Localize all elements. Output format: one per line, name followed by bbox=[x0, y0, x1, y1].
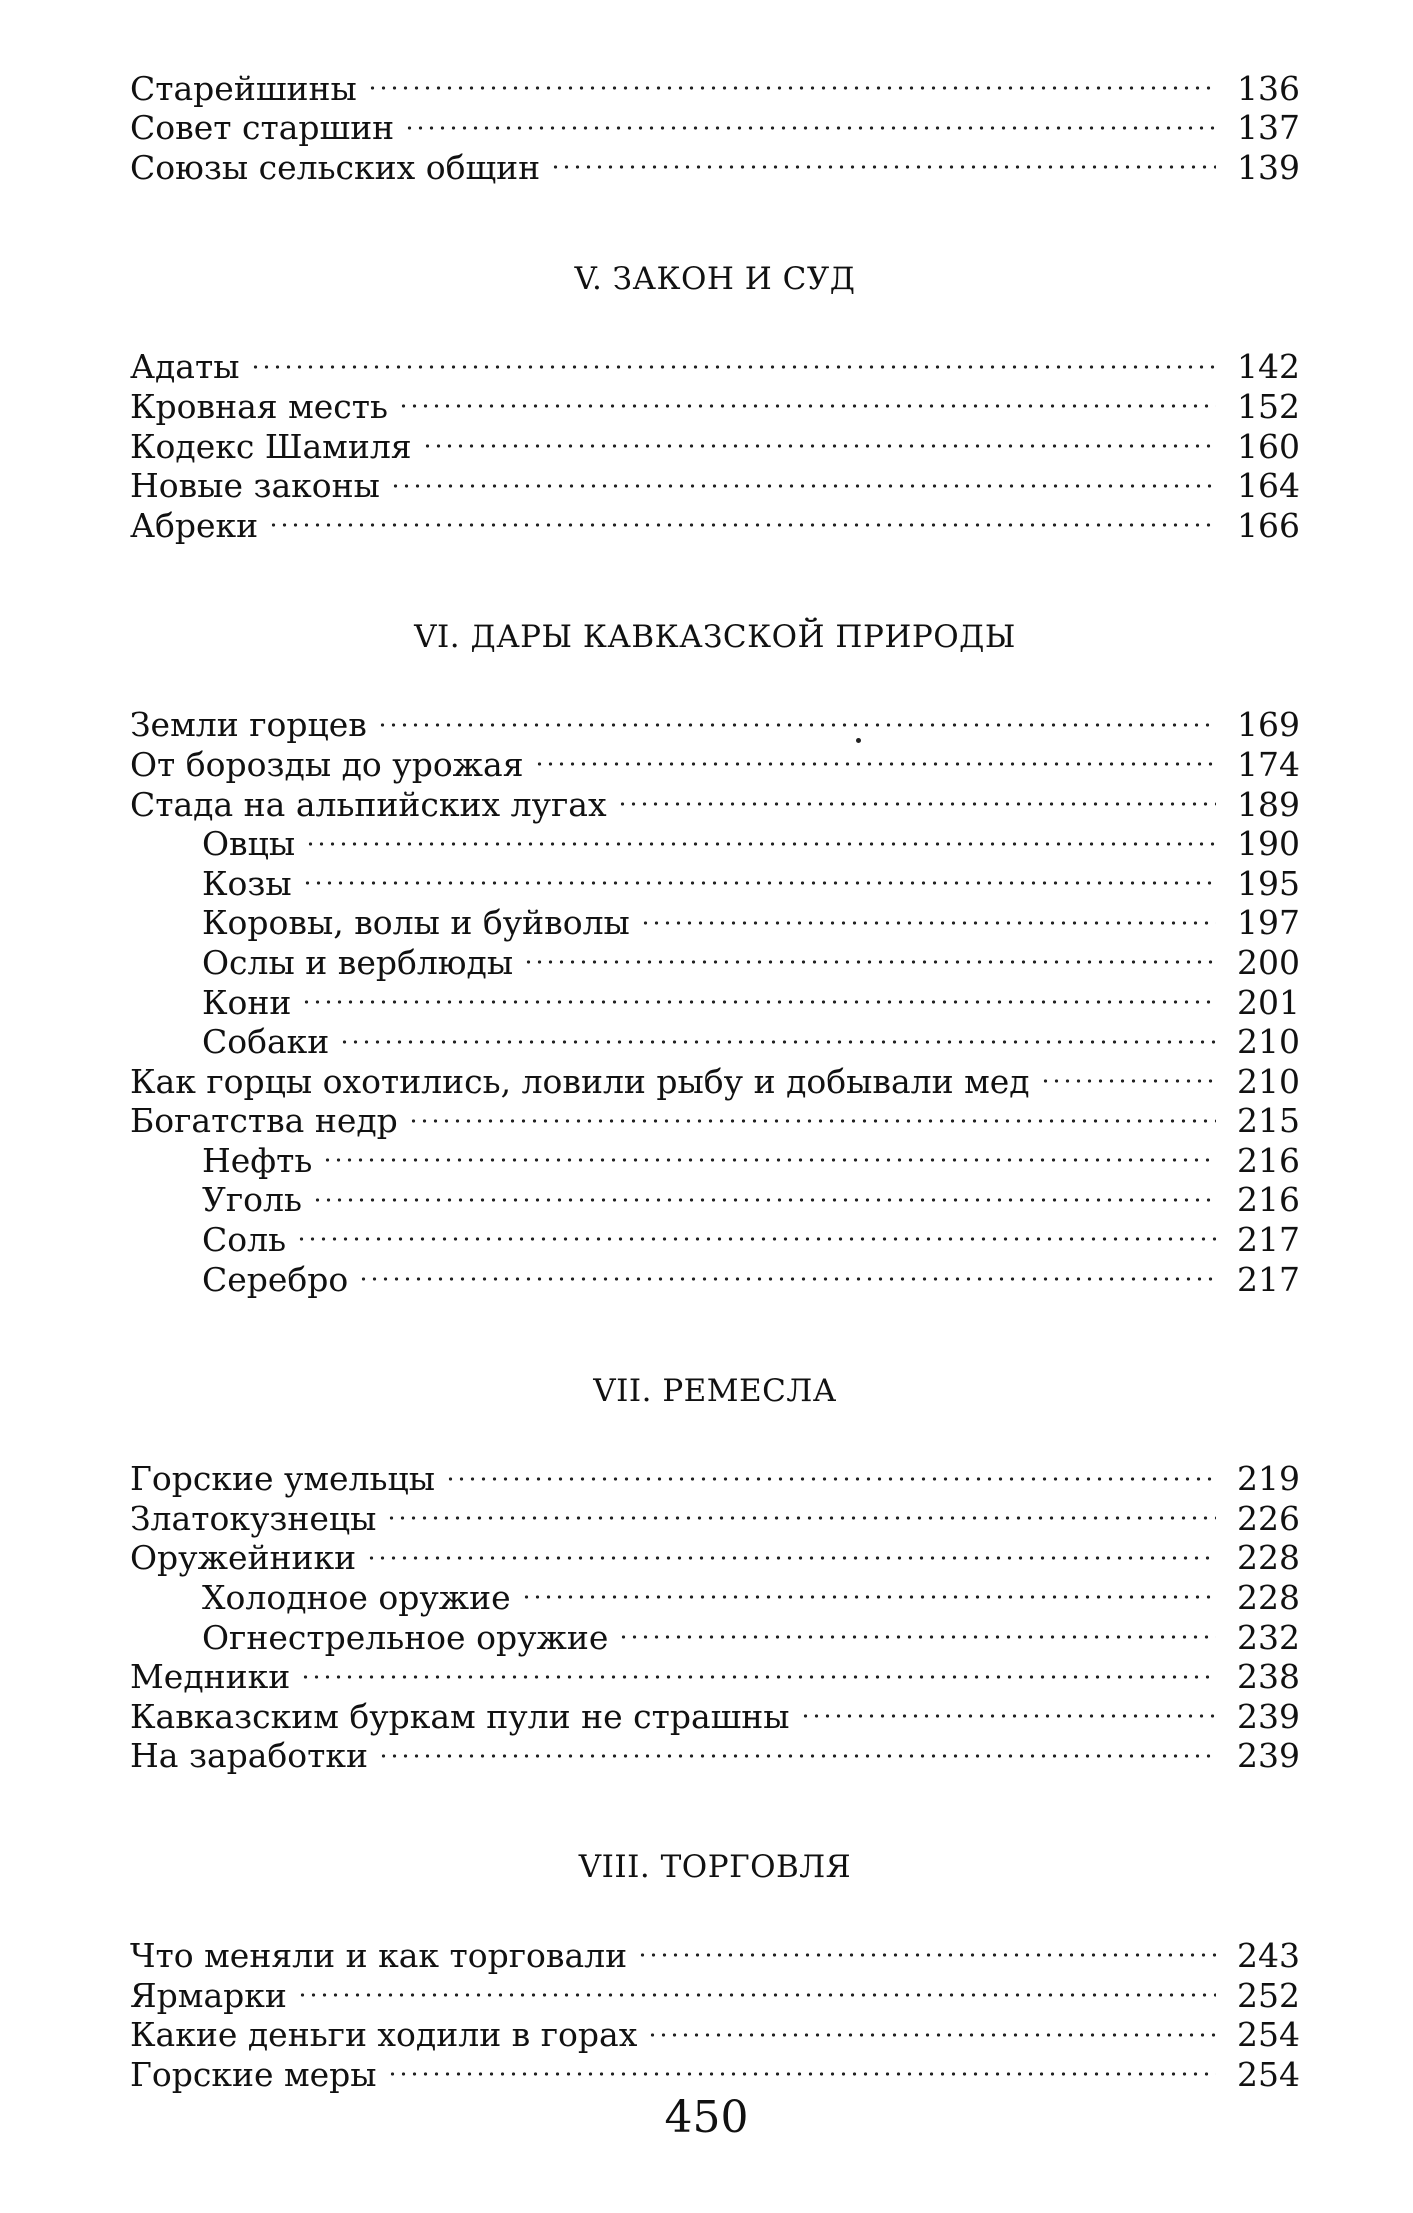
toc-subentry bbox=[130, 1211, 1300, 1260]
dot-leader bbox=[339, 1014, 1216, 1054]
dot-leader bbox=[386, 1490, 1216, 1530]
toc-entry-page: 216 bbox=[1237, 1180, 1300, 1220]
toc-entry bbox=[130, 2007, 1300, 2055]
toc-entry bbox=[130, 378, 1300, 426]
dot-leader bbox=[377, 697, 1216, 737]
section-spacer bbox=[130, 299, 1300, 339]
toc-entry bbox=[130, 497, 1300, 545]
toc-entry-label: Кодекс Шамиля bbox=[130, 426, 412, 466]
dot-leader bbox=[390, 458, 1216, 498]
toc-entry-page: 243 bbox=[1237, 1936, 1300, 1975]
toc-entry-page: 142 bbox=[1237, 347, 1300, 387]
toc-entry-page: 190 bbox=[1237, 824, 1300, 864]
section-title: VII. РЕМЕСЛА bbox=[593, 1372, 837, 1409]
dot-leader bbox=[618, 1609, 1216, 1649]
toc-entry-label: Союзы сельских общин bbox=[130, 147, 541, 187]
toc-entry-page: 189 bbox=[1237, 784, 1300, 824]
toc-subentry bbox=[130, 895, 1300, 943]
toc-entry-page: 219 bbox=[1237, 1459, 1300, 1499]
intro-entries bbox=[130, 60, 1300, 187]
dot-leader bbox=[800, 1688, 1216, 1728]
toc-entry-page: 210 bbox=[1237, 1022, 1300, 1062]
section-title: VIII. ТОРГОВЛЯ bbox=[578, 1849, 852, 1886]
toc-entry-page: 228 bbox=[1237, 1538, 1300, 1578]
dot-leader bbox=[301, 974, 1216, 1014]
page-number: 450 bbox=[664, 2092, 749, 2143]
toc-entry-label: Уголь bbox=[202, 1180, 302, 1220]
toc-entry-page: 226 bbox=[1237, 1498, 1300, 1538]
toc-entry-label: Ярмарки bbox=[130, 1975, 287, 2015]
toc-entry-label: Совет старшин bbox=[130, 108, 395, 148]
dot-leader bbox=[445, 1451, 1216, 1491]
dot-leader bbox=[300, 1649, 1216, 1689]
toc-entry-label: Земли горцев bbox=[130, 705, 367, 745]
toc-entry-page: 174 bbox=[1237, 744, 1300, 784]
dot-leader bbox=[523, 934, 1216, 974]
toc-entry-page: 139 bbox=[1237, 147, 1300, 187]
toc-entry-page: 254 bbox=[1237, 2015, 1300, 2055]
toc-entry bbox=[130, 339, 1300, 387]
dot-leader bbox=[617, 776, 1216, 816]
table-of-contents bbox=[130, 60, 1300, 2094]
toc-subentry bbox=[130, 855, 1300, 903]
toc-entry-label: Нефть bbox=[202, 1140, 313, 1180]
toc-entry-label: Козы bbox=[202, 863, 292, 903]
toc-entry-page: 216 bbox=[1237, 1140, 1300, 1180]
dot-leader bbox=[297, 1967, 1216, 2007]
dot-leader bbox=[322, 1132, 1216, 1172]
section-title: VI. ДАРЫ КАВКАЗСКОЙ ПРИРОДЫ bbox=[414, 618, 1016, 655]
toc-entry-label: Златокузнецы bbox=[130, 1498, 377, 1538]
toc-entry-page: 217 bbox=[1237, 1220, 1300, 1260]
dot-leader bbox=[647, 2007, 1216, 2047]
dot-leader bbox=[305, 816, 1216, 856]
toc-entry-label: Огнестрельное оружие bbox=[202, 1617, 609, 1657]
toc-entry-page: 164 bbox=[1237, 466, 1300, 506]
dot-leader bbox=[408, 1093, 1216, 1133]
toc-subentry bbox=[130, 974, 1300, 1022]
toc-entry-page: 136 bbox=[1237, 68, 1300, 108]
toc-entry-page: 254 bbox=[1237, 2054, 1300, 2094]
dot-leader bbox=[366, 1530, 1216, 1570]
toc-entry-page: 252 bbox=[1237, 1975, 1300, 2015]
toc-entry-label: Горские умельцы bbox=[130, 1459, 435, 1499]
toc-entry bbox=[130, 1688, 1300, 1736]
dot-leader bbox=[404, 100, 1216, 140]
toc-entry-label: Новые законы bbox=[130, 466, 380, 506]
section-spacer bbox=[130, 179, 1300, 259]
toc-entry-label: Холодное оружие bbox=[202, 1578, 511, 1618]
toc-entry-page: 239 bbox=[1237, 1736, 1300, 1776]
dot-leader bbox=[367, 60, 1216, 100]
section-spacer bbox=[130, 1887, 1300, 1927]
toc-sections bbox=[130, 179, 1300, 2094]
dot-leader bbox=[358, 1251, 1216, 1291]
section-spacer bbox=[130, 1767, 1300, 1847]
toc-entry-label: Кони bbox=[202, 982, 292, 1022]
print-speck bbox=[856, 738, 861, 743]
toc-entry-page: 210 bbox=[1237, 1061, 1300, 1101]
toc-entry-page: 169 bbox=[1237, 705, 1300, 745]
toc-entry-label: Как горцы охотились, ловили рыбу и добывали мед bbox=[130, 1061, 1030, 1101]
toc-entry bbox=[130, 1967, 1300, 2015]
toc-entry-label: Собаки bbox=[202, 1022, 330, 1062]
toc-entry-label: На заработки bbox=[130, 1736, 369, 1776]
toc-entry-label: От борозды до урожая bbox=[130, 744, 524, 784]
section-title: V. ЗАКОН И СУД bbox=[574, 260, 856, 297]
dot-leader bbox=[398, 378, 1216, 418]
dot-leader bbox=[640, 895, 1216, 935]
toc-entry-label: Абреки bbox=[130, 505, 259, 545]
toc-entry-page: 152 bbox=[1237, 386, 1300, 426]
toc-subentry bbox=[130, 816, 1300, 864]
toc-entry-label: Медники bbox=[130, 1657, 291, 1697]
dot-leader bbox=[296, 1211, 1216, 1251]
toc-entry bbox=[130, 697, 1300, 745]
dot-leader bbox=[250, 339, 1216, 379]
section-spacer bbox=[130, 537, 1300, 617]
dot-leader bbox=[534, 736, 1216, 776]
toc-entry bbox=[130, 60, 1300, 108]
toc-entry-page: 238 bbox=[1237, 1657, 1300, 1697]
toc-entry bbox=[130, 1451, 1300, 1499]
toc-entry bbox=[130, 1649, 1300, 1697]
toc-entry-label: Горские меры bbox=[130, 2054, 377, 2094]
toc-entry-label: Кавказским буркам пули не страшны bbox=[130, 1696, 790, 1736]
toc-entry-label: Какие деньги ходили в горах bbox=[130, 2015, 638, 2055]
toc-subentry bbox=[130, 1251, 1300, 1299]
section-spacer bbox=[130, 657, 1300, 697]
toc-entry-label: Адаты bbox=[130, 347, 240, 387]
dot-leader bbox=[637, 1927, 1216, 1967]
dot-leader bbox=[1040, 1053, 1216, 1093]
toc-entry-page: 239 bbox=[1237, 1696, 1300, 1736]
toc-entry-label: Овцы bbox=[202, 824, 296, 864]
dot-leader bbox=[550, 139, 1216, 179]
toc-subentry bbox=[130, 1014, 1300, 1062]
toc-entry-label: Кровная месть bbox=[130, 386, 388, 426]
toc-entry-label: Коровы, волы и буйволы bbox=[202, 903, 630, 943]
toc-entry-label: Что меняли и как торговали bbox=[130, 1936, 628, 1975]
dot-leader bbox=[302, 855, 1216, 895]
toc-entry-page: 232 bbox=[1237, 1617, 1300, 1657]
dot-leader bbox=[312, 1172, 1216, 1212]
toc-entry-label: Серебро bbox=[202, 1259, 349, 1299]
toc-entry bbox=[130, 1927, 1300, 1975]
dot-leader bbox=[521, 1569, 1216, 1609]
toc-entry-page: 228 bbox=[1237, 1578, 1300, 1618]
toc-entry-page: 166 bbox=[1237, 505, 1300, 545]
dot-leader bbox=[378, 1728, 1216, 1768]
toc-entry-label: Старейшины bbox=[130, 68, 357, 108]
dot-leader bbox=[387, 2046, 1216, 2086]
toc-entry-label: Соль bbox=[202, 1220, 287, 1260]
toc-entry-page: 201 bbox=[1237, 982, 1300, 1022]
toc-entry-page: 215 bbox=[1237, 1101, 1300, 1141]
toc-entry-page: 217 bbox=[1237, 1259, 1300, 1299]
toc-entry-page: 200 bbox=[1237, 942, 1300, 982]
toc-entry-page: 195 bbox=[1237, 863, 1300, 903]
dot-leader bbox=[422, 418, 1216, 458]
toc-entry-label: Ослы и верблюды bbox=[202, 942, 514, 982]
toc-entry-label: Стада на альпийских лугах bbox=[130, 784, 607, 824]
toc-entry-page: 197 bbox=[1237, 903, 1300, 943]
toc-entry-label: Оружейники bbox=[130, 1538, 357, 1578]
toc-entry-label: Богатства недр bbox=[130, 1101, 398, 1141]
dot-leader bbox=[268, 497, 1216, 537]
section-spacer bbox=[130, 1411, 1300, 1451]
toc-entry-page: 160 bbox=[1237, 426, 1300, 466]
section-spacer bbox=[130, 1291, 1300, 1371]
toc-entry-page: 137 bbox=[1237, 108, 1300, 148]
